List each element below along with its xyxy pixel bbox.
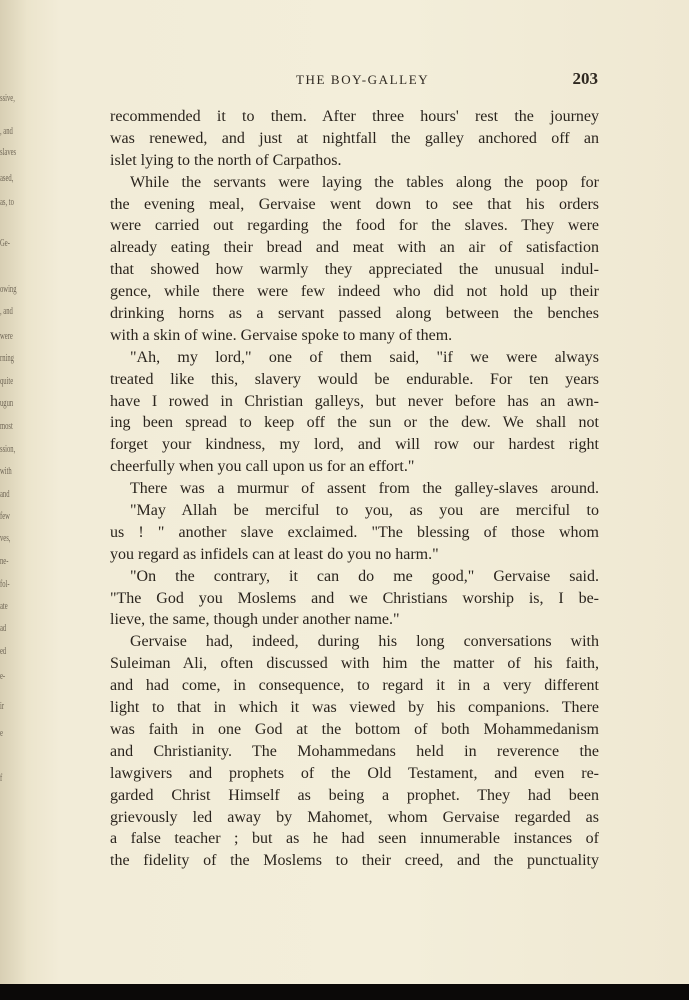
gutter-fragment: ves, [0,532,11,544]
text-line: and had come, in consequence, to regard it in a very different [110,677,599,695]
gutter-fragment: fol- [0,578,10,590]
text-line: "May Allah be merciful to you, as you are merciful to [130,502,599,520]
text-line: "The God you Moslems and we Christians worship is, I be- [110,589,599,607]
text-line: While the servants were laying the tables along the poop for [130,173,599,191]
text-line: grievously led away by Mahomet, whom Gervaise regarded as [110,808,599,826]
text-line: Suleiman Ali, often discussed with him the matter of his faith, [110,655,599,673]
gutter-fragment: e- [0,670,6,682]
text-line: the evening meal, Gervaise went down to see that his orders [110,195,599,213]
text-line: treated like this, slavery would be endurable. For ten years [110,370,599,388]
gutter-fragment: ssion, [0,443,16,455]
gutter-fragment: and [0,488,10,500]
gutter-fragment: ad [0,622,7,634]
body-text [110,106,599,872]
text-line: lieve, the same, though under another name." [110,611,400,629]
text-line: Gervaise had, indeed, during his long conversations with [130,633,599,651]
text-line: drinking horns as a servant passed along between the benches [110,305,599,323]
text-line: ing been spread to keep off the sun or the dew. We shall not [110,414,599,432]
text-line: a false teacher ; but as he had seen innumerable instances of [110,830,599,848]
text-line: with a skin of wine. Gervaise spoke to many of them. [110,326,453,344]
gutter-fragment: ne- [0,555,9,567]
text-line: the fidelity of the Moslems to their creed, and the punctuality [110,852,599,870]
text-line: "Ah, my lord," one of them said, "if we were always [130,348,599,366]
gutter-fragment: were [0,330,13,342]
gutter-fragment: , and [0,125,13,137]
gutter-fragment: ased, [0,172,14,184]
text-line: was renewed, and just at nightfall the galley anchored off an [110,129,599,147]
gutter-fragment: f [0,772,3,784]
gutter-fragment: ate [0,600,8,612]
text-line: There was a murmur of assent from the galley-slaves around. [130,480,599,498]
text-line: have I rowed in Christian galleys, but never before has an awn- [110,392,599,410]
gutter-fragment: ir [0,700,5,712]
gutter-fragment: Ge- [0,237,10,249]
text-line: cheerfully when you call upon us for an effort." [110,458,415,476]
text-line: light to that in which it was viewed by his companions. There [110,699,599,717]
text-line: lawgivers and prophets of the Old Testament, and even re- [110,764,599,782]
gutter-fragment: , and [0,305,13,317]
text-line: that showed how warmly they appreciated the unusual indul- [110,261,599,279]
gutter-fragment: few [0,510,10,522]
gutter-fragment: most [0,420,13,432]
text-line: already eating their bread and meat with an air of satisfaction [110,239,599,257]
scan-edge [0,984,689,1000]
text-line: us ! " another slave exclaimed. "The blessing of those whom [110,523,599,541]
gutter-fragment: as, to [0,196,14,208]
gutter-fragment: e [0,727,3,739]
gutter-fragment: quite [0,375,14,387]
text-line: garded Christ Himself as being a prophet. They had been [110,786,599,804]
facing-page-gutter [0,0,28,1000]
text-line: gence, while there were few indeed who did not hold up their [110,283,599,301]
text-line: was faith in one God at the bottom of both Mohammedanism [110,720,599,738]
gutter-fragment: with [0,465,12,477]
gutter-fragment: rning [0,352,14,364]
gutter-fragment: ed [0,645,7,657]
gutter-fragment: owing [0,283,17,295]
text-line: recommended it to them. After three hours' rest the journey [110,108,599,125]
text-line: "On the contrary, it can do me good," Gervaise said. [130,567,599,585]
text-line: and Christianity. The Mohammedans held in reverence the [110,742,599,760]
running-title: THE BOY-GALLEY [296,72,430,87]
page-number: 203 [572,69,598,88]
gutter-fragment: ssive, [0,92,15,104]
text-line: islet lying to the north of Carpathos. [110,151,342,169]
text-line: you regard as infidels can at least do you no harm." [110,545,439,563]
gutter-fragment: slaves [0,146,17,158]
running-head [0,69,689,92]
text-line: were carried out regarding the food for the slaves. They were [110,217,599,235]
text-line: forget your kindness, my lord, and will row our hardest right [110,436,599,454]
gutter-fragment: ugun [0,397,14,409]
